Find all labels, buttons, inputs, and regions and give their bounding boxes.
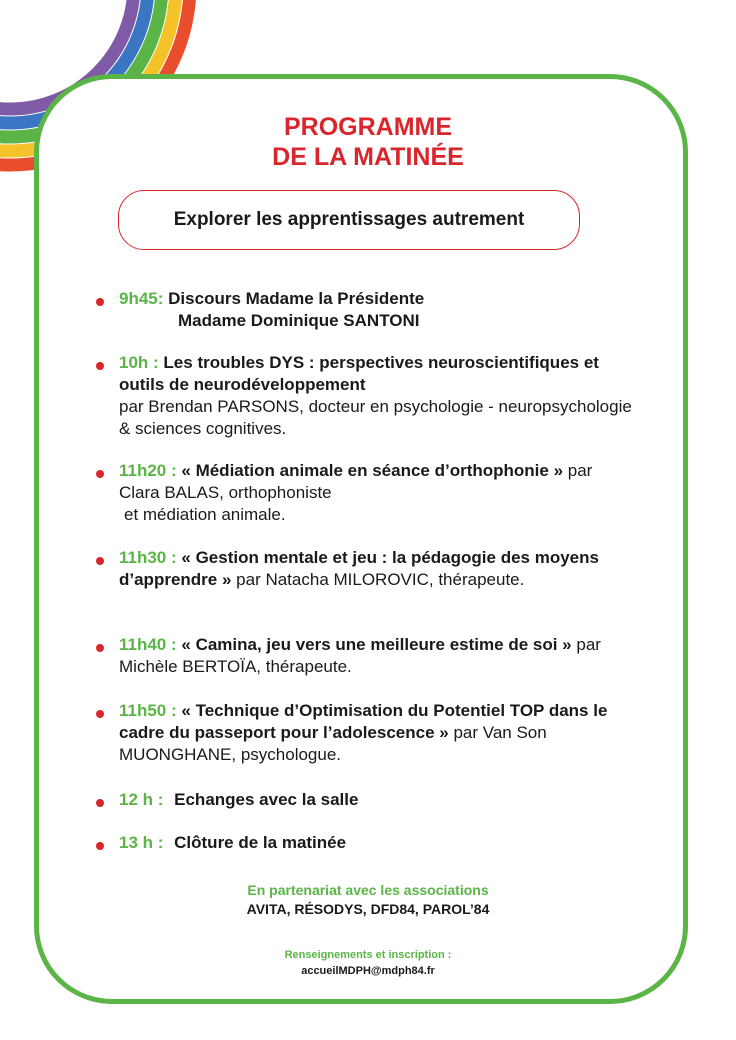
agenda-time: 11h30 : (119, 548, 177, 567)
agenda-title: Discours Madame la Présidente (168, 289, 425, 308)
contact-label: Renseignements et inscription : (284, 949, 452, 961)
title-line-2: DE LA MATINÉE (272, 143, 464, 171)
subtitle-box (118, 190, 580, 250)
agenda-time: 11h40 : (119, 635, 177, 654)
agenda-item (96, 547, 636, 591)
agenda-item (96, 460, 636, 526)
agenda-speaker: par Michèle BERTOÏA, thérapeute. (119, 635, 601, 676)
contact-section (0, 947, 736, 979)
agenda-title: Les troubles DYS : perspectives neuroscientifiques et outils de neurodéveloppement (119, 353, 599, 394)
agenda-title: Clôture de la matinée (174, 833, 347, 852)
subtitle-text: Explorer les apprentissages autrement (173, 209, 525, 230)
bullet-icon (96, 298, 104, 306)
bullet-icon (96, 710, 104, 718)
bullet-icon (96, 842, 104, 850)
partners-names: AVITA, RÉSODYS, DFD84, PAROL’84 (246, 901, 490, 917)
agenda-item (96, 789, 636, 811)
agenda-item (96, 288, 636, 332)
agenda-item (96, 700, 636, 766)
page-title (0, 112, 736, 172)
bullet-icon (96, 557, 104, 565)
partners-section (0, 881, 736, 919)
agenda-title: Echanges avec la salle (174, 790, 359, 809)
agenda-title: « Technique d’Optimisation du Potentiel TOP dans le cadre du passeport pour l’adolescence » (119, 701, 608, 742)
agenda-time: 10h : (119, 353, 159, 372)
agenda-time: 13 h : (119, 833, 164, 852)
agenda-speaker: par Brendan PARSONS, docteur en psychologie - neuropsychologie & sciences cognitives. (119, 397, 632, 438)
contact-email: accueilMDPH@mdph84.fr (301, 965, 435, 977)
agenda-item (96, 352, 636, 440)
agenda-time: 9h45: (119, 289, 164, 308)
title-line-1: PROGRAMME (283, 113, 453, 141)
partners-intro: En partenariat avec les associations (247, 882, 489, 898)
agenda-title: « Camina, jeu vers une meilleure estime de soi » (181, 635, 572, 654)
agenda-title: « Gestion mentale et jeu : la pédagogie des moyens d’apprendre » (119, 548, 599, 589)
agenda-item (96, 634, 636, 678)
bullet-icon (96, 644, 104, 652)
bullet-icon (96, 362, 104, 370)
agenda-speaker: par Natacha MILOROVIC, thérapeute. (236, 570, 525, 589)
agenda-speaker-line-2: et médiation animale. (124, 505, 286, 524)
agenda-speaker: par Van Son MUONGHANE, psychologue. (119, 723, 547, 764)
bullet-icon (96, 799, 104, 807)
agenda-speaker: par Clara BALAS, orthophoniste (119, 461, 593, 502)
agenda-time: 12 h : (119, 790, 164, 809)
agenda-title-line-2: Madame Dominique SANTONI (178, 311, 420, 330)
agenda-item (96, 832, 636, 854)
bullet-icon (96, 470, 104, 478)
agenda-time: 11h50 : (119, 701, 177, 720)
agenda-title: « Médiation animale en séance d’orthophonie » (181, 461, 564, 480)
agenda-time: 11h20 : (119, 461, 177, 480)
